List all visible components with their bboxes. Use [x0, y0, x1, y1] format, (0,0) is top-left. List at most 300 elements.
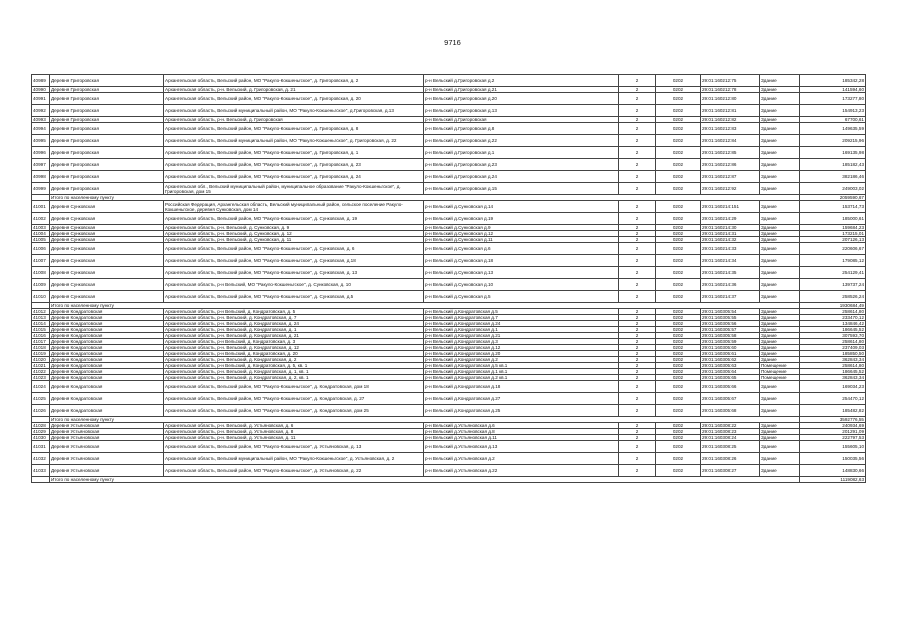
- full-address: Архангельская область, Вельский район, МО "Ракуло-Кокшеньгское", д. Кондратовская, дом 18: [164, 381, 424, 393]
- table-row: [32, 243, 866, 255]
- purpose-code: 0202: [656, 345, 701, 351]
- full-address: Архангельская область, р-н Вельский, д. Кондратовская, д. 20: [164, 351, 424, 357]
- row-number: 40992: [32, 105, 50, 117]
- purpose-code: 0202: [656, 453, 701, 465]
- row-number: 41012: [32, 309, 50, 315]
- row-number: 41018: [32, 345, 50, 351]
- purpose-code: 0202: [656, 267, 701, 279]
- row-number: 41020: [32, 357, 50, 363]
- full-address: Архангельская область, р-н. Вельский, д. Кондратовская, д. 2, кв. 1: [164, 375, 424, 381]
- cadastral-number: 29:01:160305:66: [701, 381, 760, 393]
- short-address: р-н Вельский д.Кондратовская д.27: [424, 393, 619, 405]
- locality-name: Деревня Сунковская: [50, 231, 164, 237]
- row-number: 40996: [32, 147, 50, 159]
- group-code: 2: [619, 147, 656, 159]
- table-row: [32, 441, 866, 453]
- full-address: Архангельская область, Вельский район, МО "Ракуло-Кокшеньгское", д. Григоровская, д. 23: [164, 159, 424, 171]
- row-number: 40993: [32, 117, 50, 123]
- subtotal-spacer: [32, 477, 50, 483]
- full-address: Архангельская область, р-н. Вельский, д. Кондратовская, д. 1, кв. 1: [164, 369, 424, 375]
- short-address: р-н Вельский д.Кондратовская д.1: [424, 327, 619, 333]
- locality-name: Деревня Григоровская: [50, 171, 164, 183]
- cadastral-value: 254470,12: [800, 393, 866, 405]
- row-number: 40991: [32, 93, 50, 105]
- purpose-code: 0202: [656, 105, 701, 117]
- locality-name: Деревня Кондратовская: [50, 339, 164, 345]
- cadastral-value: 258526,24: [800, 291, 866, 303]
- locality-name: Деревня Кондратовская: [50, 363, 164, 369]
- table-row: [32, 381, 866, 393]
- row-number: 41015: [32, 327, 50, 333]
- full-address: Архангельская область, Вельский район, МО "Ракуло-Кокшеньгское", д. Устьяновская, д. 22: [164, 465, 424, 477]
- object-type: Здание: [760, 105, 800, 117]
- locality-name: Деревня Кондратовская: [50, 333, 164, 339]
- short-address: р-н Вельский д.Кондратовская д.12: [424, 345, 619, 351]
- full-address: Архангельская область, р-н. Вельский, д. Григоровская: [164, 117, 424, 123]
- row-number: 41021: [32, 363, 50, 369]
- group-code: 2: [619, 405, 656, 417]
- full-address: Архангельская область, Вельский район, МО "Ракуло-Кокшеньгское", д. Сунковская, д. 6: [164, 243, 424, 255]
- full-address: Архангельская область, Вельский район, МО "Ракуло-Кокшеньгское", д. Сунковская, д. 19: [164, 213, 424, 225]
- row-number: 40989: [32, 75, 50, 87]
- cadastral-number: 29:01:160305:56: [701, 321, 760, 327]
- cadastral-value: 154913,23: [800, 105, 866, 117]
- short-address: р-н Вельский д.Сунковская д.18: [424, 255, 619, 267]
- cadastral-value: 233470,12: [800, 315, 866, 321]
- locality-name: Деревня Кондратовская: [50, 369, 164, 375]
- object-type: Помещение: [760, 363, 800, 369]
- purpose-code: 0202: [656, 231, 701, 237]
- cadastral-number: 29:01:160305:59: [701, 339, 760, 345]
- cadastral-value: 179085,12: [800, 255, 866, 267]
- group-code: 2: [619, 309, 656, 315]
- short-address: р-н Вельский д.Кондратовская д.2 кв.1: [424, 375, 619, 381]
- short-address: р-н Вельский д.Устьяновская д.13: [424, 441, 619, 453]
- object-type: Здание: [760, 381, 800, 393]
- locality-name: Деревня Григоровская: [50, 87, 164, 93]
- cadastral-value-table: [31, 74, 866, 483]
- row-number: 41029: [32, 429, 50, 435]
- object-type: Здание: [760, 465, 800, 477]
- locality-name: Деревня Сунковская: [50, 255, 164, 267]
- purpose-code: 0202: [656, 171, 701, 183]
- object-type: Здание: [760, 357, 800, 363]
- group-code: 2: [619, 93, 656, 105]
- full-address: Архангельская область, Вельский район, МО "Ракуло-Кокшеньгское", д. Григоровская, д. 1: [164, 147, 424, 159]
- locality-name: Деревня Григоровская: [50, 147, 164, 159]
- group-code: 2: [619, 123, 656, 135]
- purpose-code: 0202: [656, 327, 701, 333]
- subtotal-label: Итого по населенному пункту: [50, 417, 800, 423]
- subtotal-label: Итого по населенному пункту: [50, 195, 800, 201]
- cadastral-value: 150035,56: [800, 453, 866, 465]
- cadastral-value: 258614,80: [800, 309, 866, 315]
- subtotal-row: [32, 477, 866, 483]
- cadastral-number: 29:01:160305:67: [701, 393, 760, 405]
- short-address: р-н Вельский д.Сунковская д.12: [424, 231, 619, 237]
- purpose-code: 0202: [656, 339, 701, 345]
- full-address: Архангельская область, Вельский муниципальный район, МО "Ракуло-Кокшеньгское", д. Григоровская, д. 22: [164, 135, 424, 147]
- purpose-code: 0202: [656, 423, 701, 429]
- group-code: 2: [619, 267, 656, 279]
- row-number: 41031: [32, 441, 50, 453]
- short-address: р-н Вельский д.Сунковская д.10: [424, 279, 619, 291]
- locality-name: Деревня Сунковская: [50, 267, 164, 279]
- cadastral-number: 29:01:160305:55: [701, 315, 760, 321]
- purpose-code: 0202: [656, 315, 701, 321]
- object-type: Здание: [760, 345, 800, 351]
- cadastral-value: 201291,09: [800, 429, 866, 435]
- cadastral-value: 209215,96: [800, 135, 866, 147]
- table-row: [32, 405, 866, 417]
- full-address: Архангельская область, р-н. Вельский, д. Кондратовская, д. 21: [164, 333, 424, 339]
- cadastral-number: 29:01:160308:23: [701, 429, 760, 435]
- group-code: 2: [619, 159, 656, 171]
- row-number: 41003: [32, 225, 50, 231]
- cadastral-number: 29:01:160308:22: [701, 423, 760, 429]
- full-address: Архангельская область, Вельский район, МО "Ракуло-Кокшеньгское", д. Сунковская, д. 13: [164, 267, 424, 279]
- locality-name: Деревня Сунковская: [50, 279, 164, 291]
- short-address: р-н Вельский д.Устьяновская д.2: [424, 453, 619, 465]
- purpose-code: 0202: [656, 321, 701, 327]
- full-address: Архангельская область, р-н. Вельский, д. Сунковская, д. 12: [164, 231, 424, 237]
- full-address: Архангельская область, р-н. Вельский, д. Сунковская, д. 9: [164, 225, 424, 231]
- row-number: 41016: [32, 333, 50, 339]
- locality-name: Деревня Кондратовская: [50, 345, 164, 351]
- group-code: 2: [619, 441, 656, 453]
- purpose-code: 0202: [656, 465, 701, 477]
- object-type: Здание: [760, 327, 800, 333]
- locality-name: Деревня Григоровская: [50, 159, 164, 171]
- cadastral-number: 29:01:160212:81: [701, 105, 760, 117]
- short-address: р-н Вельский д.Устьяновская д.6: [424, 423, 619, 429]
- short-address: р-н Вельский д.Григоровская д.23: [424, 159, 619, 171]
- cadastral-value: 186645,52: [800, 369, 866, 375]
- short-address: р-н Вельский д.Кондратовская д.25: [424, 405, 619, 417]
- purpose-code: 0202: [656, 375, 701, 381]
- purpose-code: 0202: [656, 405, 701, 417]
- object-type: Здание: [760, 213, 800, 225]
- row-number: 41019: [32, 351, 50, 357]
- cadastral-number: 29:01:160212:84: [701, 135, 760, 147]
- short-address: р-н Вельский д.Сунковская д.9: [424, 225, 619, 231]
- object-type: Здание: [760, 117, 800, 123]
- purpose-code: 0202: [656, 135, 701, 147]
- cadastral-value: 153714,73: [800, 201, 866, 213]
- row-number: 40999: [32, 183, 50, 195]
- cadastral-number: 29:01:160308:25: [701, 441, 760, 453]
- group-code: 2: [619, 465, 656, 477]
- locality-name: Деревня Кондратовская: [50, 393, 164, 405]
- locality-name: Деревня Григоровская: [50, 117, 164, 123]
- cadastral-number: 29:01:160305:68: [701, 405, 760, 417]
- table-row: [32, 213, 866, 225]
- full-address: Архангельская область, Вельский муниципальный район, МО "Ракуло-Кокшеньгское", д.Григоровская, д.13: [164, 105, 424, 117]
- short-address: р-н Вельский д.Устьяновская д.11: [424, 435, 619, 441]
- row-number: 41009: [32, 279, 50, 291]
- locality-name: Деревня Устьяновская: [50, 465, 164, 477]
- group-code: 2: [619, 315, 656, 321]
- row-number: 41010: [32, 291, 50, 303]
- full-address: Архангельская область, р-н Вельский, МО "Ракуло-Кокшеньгское", д. Сунковская, д. 10: [164, 279, 424, 291]
- cadastral-value: 134846,42: [800, 321, 866, 327]
- object-type: Здание: [760, 405, 800, 417]
- group-code: 2: [619, 333, 656, 339]
- short-address: р-н Вельский д.Григоровская: [424, 117, 619, 123]
- object-type: Здание: [760, 315, 800, 321]
- short-address: р-н Вельский д.Григоровская д.20: [424, 93, 619, 105]
- object-type: Здание: [760, 339, 800, 345]
- cadastral-value: 185482,82: [800, 405, 866, 417]
- table-row: [32, 453, 866, 465]
- cadastral-number: 29:01:160214:32: [701, 237, 760, 243]
- group-code: 2: [619, 339, 656, 345]
- group-code: 2: [619, 117, 656, 123]
- cadastral-number: 29:01:160305:64: [701, 369, 760, 375]
- row-number: 40994: [32, 123, 50, 135]
- cadastral-number: 29:01:160214:31: [701, 231, 760, 237]
- cadastral-number: 29:01:160214:151: [701, 201, 760, 213]
- locality-name: Деревня Сунковская: [50, 291, 164, 303]
- cadastral-value: 185342,28: [800, 75, 866, 87]
- short-address: р-н Вельский д.Григоровская д.24: [424, 171, 619, 183]
- object-type: Здание: [760, 147, 800, 159]
- cadastral-value: 173277,80: [800, 93, 866, 105]
- short-address: р-н Вельский д.Кондратовская д.21: [424, 333, 619, 339]
- short-address: р-н Вельский д.Григоровская д.21: [424, 87, 619, 93]
- row-number: 41013: [32, 315, 50, 321]
- locality-name: Деревня Кондратовская: [50, 375, 164, 381]
- purpose-code: 0202: [656, 225, 701, 231]
- row-number: 41002: [32, 213, 50, 225]
- cadastral-value: 240934,69: [800, 423, 866, 429]
- purpose-code: 0202: [656, 363, 701, 369]
- purpose-code: 0202: [656, 441, 701, 453]
- cadastral-number: 29:01:160212:86: [701, 159, 760, 171]
- short-address: р-н Вельский д.Сунковская д.19: [424, 213, 619, 225]
- full-address: Архангельская область, р-н. Вельский, д. Григоровская, д. 21: [164, 87, 424, 93]
- locality-name: Деревня Григоровская: [50, 75, 164, 87]
- object-type: Здание: [760, 429, 800, 435]
- locality-name: Деревня Григоровская: [50, 93, 164, 105]
- group-code: 2: [619, 279, 656, 291]
- cadastral-value: 258614,80: [800, 363, 866, 369]
- purpose-code: 0202: [656, 435, 701, 441]
- row-number: 41006: [32, 243, 50, 255]
- purpose-code: 0202: [656, 333, 701, 339]
- cadastral-number: 29:01:160212:78: [701, 87, 760, 93]
- short-address: р-н Вельский д.Кондратовская д.2: [424, 357, 619, 363]
- full-address: Архангельская область, Вельский район, МО "Ракуло-Кокшеньгское", д. Устьяновская, д. 13: [164, 441, 424, 453]
- object-type: Здание: [760, 123, 800, 135]
- row-number: 41001: [32, 201, 50, 213]
- full-address: Архангельская область, р-н. Вельский, д. Устьяновская, д. 8: [164, 429, 424, 435]
- row-number: 41032: [32, 453, 50, 465]
- table-row: [32, 393, 866, 405]
- short-address: р-н Вельский д.Кондратовская д.24: [424, 321, 619, 327]
- cadastral-value: 249003,02: [800, 183, 866, 195]
- object-type: Здание: [760, 291, 800, 303]
- group-code: 2: [619, 327, 656, 333]
- object-type: Помещение: [760, 375, 800, 381]
- short-address: р-н Вельский д.Григоровская д.8: [424, 123, 619, 135]
- purpose-code: 0202: [656, 75, 701, 87]
- purpose-code: 0202: [656, 369, 701, 375]
- full-address: Архангельская область, Вельский муниципальный район, МО "Ракуло-Кокшеньгское", д. Устьяновская, д. 2: [164, 453, 424, 465]
- table-row: [32, 267, 866, 279]
- object-type: Помещение: [760, 369, 800, 375]
- short-address: р-н Вельский д.Устьяновская д.22: [424, 465, 619, 477]
- row-number: 41022: [32, 369, 50, 375]
- table-row: [32, 147, 866, 159]
- short-address: р-н Вельский д.Сунковская д.13: [424, 267, 619, 279]
- cadastral-value: 149635,59: [800, 123, 866, 135]
- purpose-code: 0202: [656, 381, 701, 393]
- object-type: Здание: [760, 93, 800, 105]
- group-code: 2: [619, 243, 656, 255]
- short-address: р-н Вельский д.Кондратовская д.5 кв.1: [424, 363, 619, 369]
- locality-name: Деревня Сунковская: [50, 201, 164, 213]
- cadastral-number: 29:01:160308:27: [701, 465, 760, 477]
- cadastral-value: 169034,23: [800, 381, 866, 393]
- object-type: Здание: [760, 183, 800, 195]
- row-number: 40997: [32, 159, 50, 171]
- locality-name: Деревня Устьяновская: [50, 453, 164, 465]
- cadastral-value: 169135,98: [800, 147, 866, 159]
- table-row: [32, 159, 866, 171]
- purpose-code: 0202: [656, 201, 701, 213]
- subtotal-value: 3592776,55: [800, 417, 866, 423]
- group-code: 2: [619, 171, 656, 183]
- table-row: [32, 75, 866, 87]
- group-code: 2: [619, 201, 656, 213]
- cadastral-value: 307593,70: [800, 333, 866, 339]
- table-row: [32, 291, 866, 303]
- row-number: 40998: [32, 171, 50, 183]
- object-type: Здание: [760, 321, 800, 327]
- group-code: 2: [619, 423, 656, 429]
- object-type: Здание: [760, 435, 800, 441]
- short-address: р-н Вельский д.Сунковская д.5: [424, 291, 619, 303]
- cadastral-number: 29:01:160212:80: [701, 93, 760, 105]
- object-type: Здание: [760, 75, 800, 87]
- object-type: Здание: [760, 201, 800, 213]
- group-code: 2: [619, 135, 656, 147]
- row-number: 41026: [32, 405, 50, 417]
- cadastral-number: 29:01:160212:82: [701, 117, 760, 123]
- locality-name: Деревня Кондратовская: [50, 327, 164, 333]
- object-type: Здание: [760, 237, 800, 243]
- group-code: 2: [619, 453, 656, 465]
- short-address: р-н Вельский д.Кондратовская д.1 кв.1: [424, 369, 619, 375]
- row-number: 41014: [32, 321, 50, 327]
- cadastral-number: 29:01:160214:30: [701, 225, 760, 231]
- cadastral-number: 29:01:160214:36: [701, 279, 760, 291]
- purpose-code: 0202: [656, 309, 701, 315]
- full-address: Архангельская область, Вельский район, МО "Ракуло-Кокшеньгское", д. Григоровская, д. 2: [164, 75, 424, 87]
- row-number: 40995: [32, 135, 50, 147]
- short-address: р-н Вельский д.Григоровская д.1: [424, 147, 619, 159]
- locality-name: Деревня Сунковская: [50, 213, 164, 225]
- cadastral-value: 185850,50: [800, 351, 866, 357]
- locality-name: Деревня Сунковская: [50, 237, 164, 243]
- cadastral-value: 362843,34: [800, 357, 866, 363]
- row-number: 41004: [32, 231, 50, 237]
- row-number: 41024: [32, 381, 50, 393]
- full-address: Архангельская область, р-н Вельский, д. Кондратовская, д. 5: [164, 309, 424, 315]
- full-address: Архангельская область, Вельский район, МО "Ракуло-Кокшеньгское", д. Сунковская, д.5: [164, 291, 424, 303]
- cadastral-value: 141594,60: [800, 87, 866, 93]
- short-address: р-н Вельский д.Григоровская д.2: [424, 75, 619, 87]
- cadastral-number: 29:01:160212:75: [701, 75, 760, 87]
- cadastral-value: 220606,67: [800, 243, 866, 255]
- row-number: 41007: [32, 255, 50, 267]
- locality-name: Деревня Кондратовская: [50, 321, 164, 327]
- table-row: [32, 105, 866, 117]
- locality-name: Деревня Григоровская: [50, 183, 164, 195]
- object-type: Здание: [760, 453, 800, 465]
- row-number: 40990: [32, 87, 50, 93]
- full-address: Архангельская область, Вельский район, МО "Ракуло-Кокшеньгское", д. Григоровская, д. 24: [164, 171, 424, 183]
- full-address: Архангельская область, р-н Вельский, д. Кондратовская, д. 5, кв. 1: [164, 363, 424, 369]
- short-address: р-н Вельский д.Григоровская д.15: [424, 183, 619, 195]
- purpose-code: 0202: [656, 237, 701, 243]
- full-address: Архангельская область, р-н. Вельский, д. Устьяновская, д. 11: [164, 435, 424, 441]
- full-address: Архангельская область, р-н. Вельский, д. Кондратовская, д. 7: [164, 315, 424, 321]
- cadastral-number: 29:01:160305:65: [701, 375, 760, 381]
- table-row: [32, 135, 866, 147]
- full-address: Архангельская обл., Вельский муниципальный район, муниципальное образование "Ракуло-Кокшеньгское", д. Григоровская, дом 15: [164, 183, 424, 195]
- locality-name: Деревня Устьяновская: [50, 429, 164, 435]
- short-address: р-н Вельский д.Кондратовская д.5: [424, 309, 619, 315]
- cadastral-number: 29:01:160305:61: [701, 351, 760, 357]
- cadastral-value: 254129,41: [800, 267, 866, 279]
- row-number: 41017: [32, 339, 50, 345]
- locality-name: Деревня Устьяновская: [50, 441, 164, 453]
- table-row: [32, 255, 866, 267]
- cadastral-number: 29:01:160214:34: [701, 255, 760, 267]
- cadastral-number: 29:01:160212:83: [701, 123, 760, 135]
- locality-name: Деревня Григоровская: [50, 135, 164, 147]
- row-number: 41008: [32, 267, 50, 279]
- group-code: 2: [619, 183, 656, 195]
- object-type: Здание: [760, 225, 800, 231]
- table-row: [32, 201, 866, 213]
- full-address: Архангельская область, р-н. Вельский, д. Кондратовская, д. 1: [164, 327, 424, 333]
- purpose-code: 0202: [656, 147, 701, 159]
- purpose-code: 0202: [656, 87, 701, 93]
- cadastral-number: 29:01:160214:29: [701, 213, 760, 225]
- cadastral-value: 148830,66: [800, 465, 866, 477]
- purpose-code: 0202: [656, 393, 701, 405]
- cadastral-number: 29:01:160305:60: [701, 345, 760, 351]
- object-type: Здание: [760, 279, 800, 291]
- cadastral-number: 29:01:160308:24: [701, 435, 760, 441]
- group-code: 2: [619, 435, 656, 441]
- group-code: 2: [619, 87, 656, 93]
- purpose-code: 0202: [656, 123, 701, 135]
- purpose-code: 0202: [656, 183, 701, 195]
- group-code: 2: [619, 381, 656, 393]
- group-code: 2: [619, 291, 656, 303]
- purpose-code: 0202: [656, 117, 701, 123]
- cadastral-value: 258614,80: [800, 339, 866, 345]
- full-address: Архангельская область, Вельский район, МО "Ракуло-Кокшеньгское", д. Кондратовская, дом 25: [164, 405, 424, 417]
- object-type: Здание: [760, 267, 800, 279]
- group-code: 2: [619, 105, 656, 117]
- locality-name: Деревня Кондратовская: [50, 381, 164, 393]
- purpose-code: 0202: [656, 291, 701, 303]
